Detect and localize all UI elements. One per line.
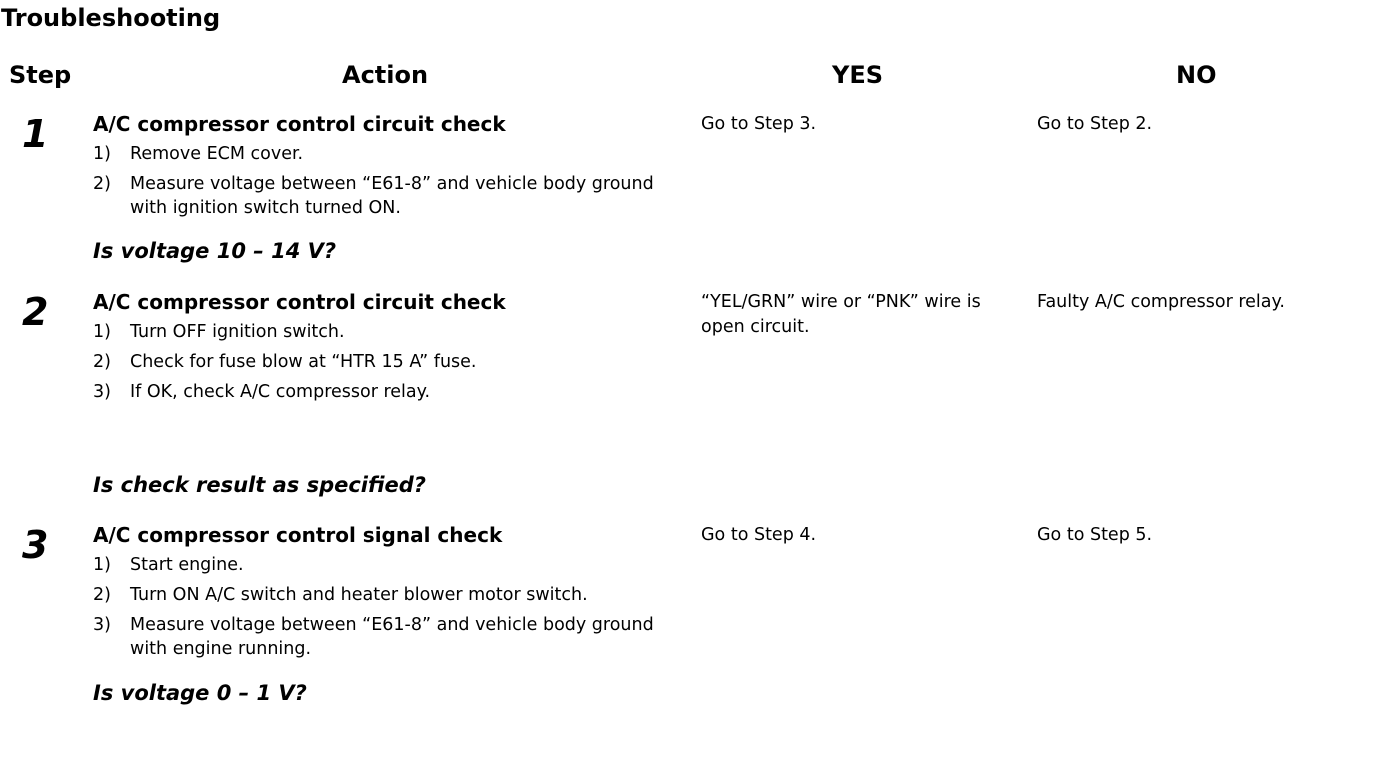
item-number: 1) [93, 322, 111, 342]
no-result: Go to Step 5. [1037, 525, 1153, 545]
column-header-yes: YES [832, 61, 884, 89]
item-text: Start engine. [130, 555, 244, 575]
page-title: Troubleshooting [1, 4, 221, 32]
item-number: 3) [93, 382, 111, 402]
question: Is voltage 10 – 14 V? [93, 239, 337, 263]
list-item [93, 553, 683, 577]
yes-result: Go to Step 4. [701, 525, 817, 545]
list-item [93, 350, 683, 374]
list-item [93, 172, 683, 220]
action-steps-list [93, 553, 683, 661]
action-title: A/C compressor control signal check [93, 523, 503, 547]
question: Is check result as specified? [93, 473, 426, 497]
list-item [93, 142, 683, 166]
column-header-action: Action [342, 61, 429, 89]
item-number: 1) [93, 555, 111, 575]
step-number: 2 [22, 290, 49, 334]
column-header-step: Step [9, 61, 72, 89]
item-text: Measure voltage between “E61-8” and vehicle body ground with ignition switch turned ON. [130, 174, 654, 218]
no-result: Go to Step 2. [1037, 114, 1153, 134]
item-text: Turn OFF ignition switch. [130, 322, 345, 342]
column-header-no: NO [1176, 61, 1217, 89]
action-title: A/C compressor control circuit check [93, 290, 506, 314]
step-number: 3 [22, 523, 49, 567]
list-item [93, 380, 683, 404]
action-title: A/C compressor control circuit check [93, 112, 506, 136]
item-number: 2) [93, 174, 111, 194]
action-steps-list [93, 142, 683, 220]
item-number: 2) [93, 585, 111, 605]
table-row-step-2 [0, 290, 1376, 505]
item-text: Measure voltage between “E61-8” and vehicle body ground with engine running. [130, 615, 654, 659]
table-row-step-3 [0, 523, 1376, 723]
no-result: Faulty A/C compressor relay. [1037, 292, 1285, 312]
table-row-step-1 [0, 112, 1376, 272]
list-item [93, 320, 683, 344]
item-number: 3) [93, 615, 111, 635]
list-item [93, 583, 683, 607]
item-text: Turn ON A/C switch and heater blower motor switch. [130, 585, 588, 605]
item-text: If OK, check A/C compressor relay. [130, 382, 431, 402]
action-cell [93, 290, 683, 410]
item-text: Check for fuse blow at “HTR 15 A” fuse. [130, 352, 477, 372]
yes-result: Go to Step 3. [701, 114, 817, 134]
action-steps-list [93, 320, 683, 404]
action-cell [93, 523, 683, 667]
item-number: 2) [93, 352, 111, 372]
item-text: Remove ECM cover. [130, 144, 304, 164]
list-item [93, 613, 683, 661]
item-number: 1) [93, 144, 111, 164]
question: Is voltage 0 – 1 V? [93, 681, 307, 705]
action-cell [93, 112, 683, 226]
yes-result: “YEL/GRN” wire or “PNK” wire is open circuit. [701, 292, 981, 337]
step-number: 1 [22, 112, 49, 156]
